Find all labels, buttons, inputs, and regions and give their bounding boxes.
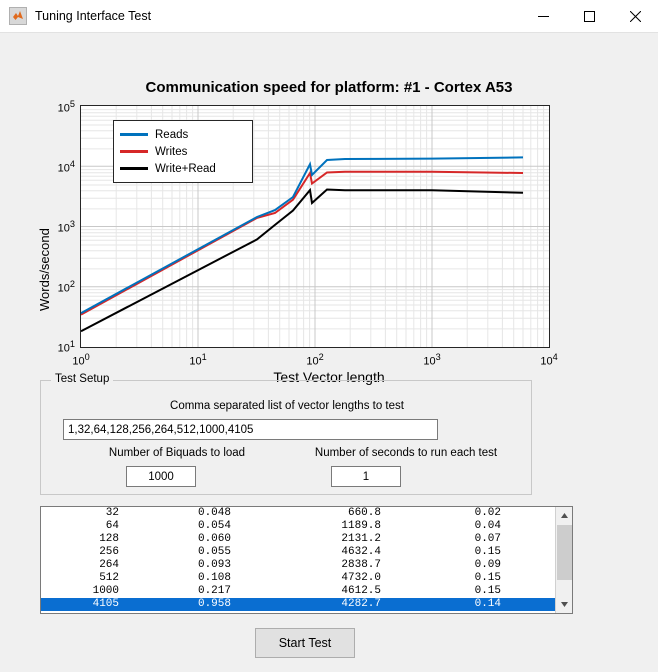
minimize-button[interactable] bbox=[520, 0, 566, 32]
table-cell-c1: 0.217 bbox=[197, 585, 231, 597]
legend-item-write-read bbox=[120, 160, 246, 177]
chart-legend bbox=[113, 120, 253, 183]
table-cell-c2: 4612.5 bbox=[341, 585, 381, 597]
table-cell-c0: 128 bbox=[99, 533, 119, 545]
table-cell-c3: 0.15 bbox=[474, 546, 501, 558]
biquads-label: Number of Biquads to load bbox=[108, 447, 246, 459]
scroll-up-arrow-icon[interactable] bbox=[556, 507, 573, 524]
table-row[interactable] bbox=[41, 559, 555, 572]
results-rows bbox=[41, 507, 555, 611]
table-cell-c0: 512 bbox=[99, 572, 119, 584]
start-test-button[interactable]: Start Test bbox=[255, 628, 355, 658]
results-list[interactable] bbox=[40, 506, 573, 614]
chart-ylabel: Words/second bbox=[37, 228, 52, 311]
chart-ytick-1e2: $10^2$ bbox=[57, 279, 75, 295]
chart-xtick-1e3: $10^3$ bbox=[423, 352, 441, 368]
chart-ytick-1e5: $10^5$ bbox=[57, 99, 75, 115]
test-setup-group-label: Test Setup bbox=[51, 373, 113, 385]
scrollbar-thumb[interactable] bbox=[557, 525, 572, 580]
table-cell-c2: 2838.7 bbox=[341, 559, 381, 571]
table-row[interactable] bbox=[41, 546, 555, 559]
window-titlebar bbox=[0, 0, 658, 33]
legend-label-writes: Writes bbox=[155, 145, 188, 158]
table-row[interactable] bbox=[41, 598, 555, 611]
table-cell-c0: 1000 bbox=[92, 585, 119, 597]
table-cell-c2: 1189.8 bbox=[341, 520, 381, 532]
legend-item-writes bbox=[120, 143, 246, 160]
table-cell-c3: 0.07 bbox=[474, 533, 501, 545]
chart-xtick-1e1: $10^1$ bbox=[189, 352, 207, 368]
table-cell-c2: 4632.4 bbox=[341, 546, 381, 558]
chart-xtick-1e2: $10^2$ bbox=[306, 352, 324, 368]
table-cell-c0: 264 bbox=[99, 559, 119, 571]
table-cell-c2: 4732.0 bbox=[341, 572, 381, 584]
table-cell-c2: 4282.7 bbox=[341, 598, 381, 610]
legend-swatch-reads bbox=[120, 133, 148, 136]
legend-label-reads: Reads bbox=[155, 128, 189, 141]
vector-lengths-input[interactable] bbox=[63, 419, 438, 440]
table-row[interactable] bbox=[41, 520, 555, 533]
chart-xtick-1e4: $10^4$ bbox=[540, 352, 558, 368]
table-cell-c3: 0.02 bbox=[474, 507, 501, 519]
table-row[interactable] bbox=[41, 507, 555, 520]
table-cell-c0: 32 bbox=[105, 507, 119, 519]
scroll-down-arrow-icon[interactable] bbox=[556, 596, 573, 613]
table-row[interactable] bbox=[41, 585, 555, 598]
legend-swatch-write-read bbox=[120, 167, 148, 170]
matlab-icon bbox=[9, 7, 27, 25]
table-cell-c3: 0.14 bbox=[474, 598, 501, 610]
biquads-input[interactable] bbox=[126, 466, 196, 487]
seconds-label: Number of seconds to run each test bbox=[314, 447, 498, 459]
table-cell-c3: 0.04 bbox=[474, 520, 501, 532]
table-cell-c1: 0.048 bbox=[197, 507, 231, 519]
table-cell-c0: 64 bbox=[105, 520, 119, 532]
table-cell-c1: 0.093 bbox=[197, 559, 231, 571]
chart-ytick-1e1: $10^1$ bbox=[57, 339, 75, 355]
table-cell-c1: 0.055 bbox=[197, 546, 231, 558]
table-cell-c1: 0.108 bbox=[197, 572, 231, 584]
table-cell-c0: 4105 bbox=[92, 598, 119, 610]
table-cell-c1: 0.958 bbox=[197, 598, 231, 610]
chart-ytick-1e4: $10^4$ bbox=[57, 159, 75, 175]
table-cell-c2: 2131.2 bbox=[341, 533, 381, 545]
close-button[interactable] bbox=[612, 0, 658, 32]
table-cell-c2: 660.8 bbox=[347, 507, 381, 519]
table-cell-c1: 0.060 bbox=[197, 533, 231, 545]
legend-item-reads bbox=[120, 126, 246, 143]
table-row[interactable] bbox=[41, 533, 555, 546]
vector-lengths-label: Comma separated list of vector lengths to test bbox=[170, 400, 404, 412]
table-row[interactable] bbox=[41, 572, 555, 585]
chart-title: Communication speed for platform: #1 - Cortex A53 bbox=[145, 79, 513, 96]
window-title: Tuning Interface Test bbox=[35, 9, 152, 23]
table-cell-c1: 0.054 bbox=[197, 520, 231, 532]
table-cell-c3: 0.09 bbox=[474, 559, 501, 571]
chart-ytick-1e3: $10^3$ bbox=[57, 219, 75, 235]
legend-label-write-read: Write+Read bbox=[155, 162, 216, 175]
results-scrollbar[interactable] bbox=[555, 507, 572, 613]
table-cell-c3: 0.15 bbox=[474, 585, 501, 597]
chart-xlabel: Test Vector length bbox=[273, 369, 385, 385]
legend-swatch-writes bbox=[120, 150, 148, 153]
maximize-button[interactable] bbox=[566, 0, 612, 32]
table-cell-c0: 256 bbox=[99, 546, 119, 558]
chart-xtick-1e0: $10^0$ bbox=[72, 352, 90, 368]
chart-axes bbox=[37, 99, 558, 368]
seconds-input[interactable] bbox=[331, 466, 401, 487]
table-cell-c3: 0.15 bbox=[474, 572, 501, 584]
